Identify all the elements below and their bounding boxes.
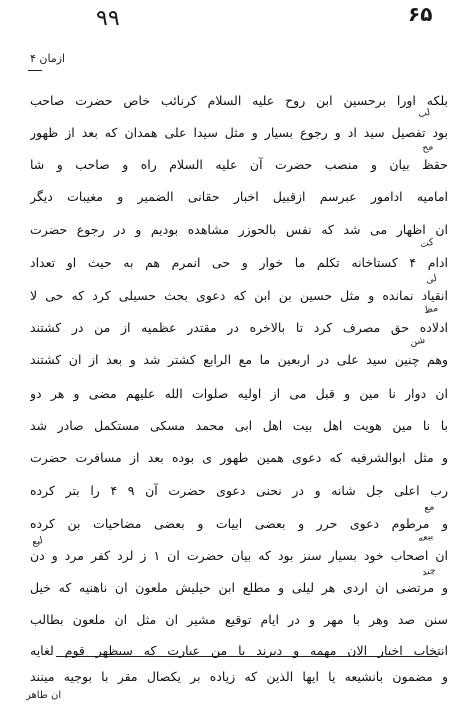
margin-note: شن xyxy=(409,334,427,349)
catchword: ان طاهر xyxy=(26,690,62,701)
text-line-7: انقیاد نمانده و مثل حسین بن ابن که دعوی بحث حسیلی کرد که حی لا xyxy=(30,288,448,303)
text-line-10: ان دوار نا مین و قبل می از اولیه صلوات الله علیهم مضی و هر دو xyxy=(30,386,448,401)
text-line-9: وهم چنین سید علی در اربعین ما مع الرابع کشتر شد و بعد از ان کشتند xyxy=(30,352,448,367)
margin-note: مح xyxy=(420,140,435,155)
page-number-right: ۶۵ xyxy=(408,2,433,26)
margin-note: لب xyxy=(416,106,432,121)
text-line-1: بلکه اورا برحسین ابن روح علیه السلام کرنائب خاص حضرت صاحب xyxy=(30,93,448,108)
corner-annotation: ازمان ۴ xyxy=(30,52,66,65)
text-line-6: ادام ۴ کستاخانه تکلم ما خوار و حی انمرم هم به حیث او تعداد xyxy=(30,255,448,270)
text-line-2: بود تفصیل سید اد و رجوع بسیار و مثل سیدا علی همدان که بعد از ظهور xyxy=(30,125,448,140)
text-line-5: ان اظهار می شد که نفس بالحوزر مشاهده بودیم و در رجوع حضرت xyxy=(30,222,448,237)
page-number-left: ۹۹ xyxy=(96,6,120,31)
text-line-12: و مثل ابوالشرفیه که دعوی همین طهور ی بوده بعد از مسافرت حضرت xyxy=(30,450,448,465)
text-line-19: و مضمون بانشیعه یا ایها الذین که زیاده بر یکصال مقر با بوجیه مینند xyxy=(30,669,448,684)
margin-note: مظ xyxy=(423,302,440,317)
text-line-16: و مرتضی ان اردی هر لیلی و مطلع ابن حیلیش ملعون ان ناهنیه که خیل xyxy=(30,580,448,595)
ink-underline xyxy=(28,70,42,71)
margin-note: لیع xyxy=(30,534,44,549)
text-line-4: امامیه ادامور عبرسم ازقبیل اخبار حقانی الضمیر و مغیبات دیگر xyxy=(30,189,448,204)
margin-note: مع xyxy=(422,501,436,514)
margin-note: کت xyxy=(419,236,435,251)
text-line-3: حقظ بیان و منصب حضرت آن علیه السلام راه و صاحب و شا xyxy=(30,157,448,172)
text-line-8: ادلاده حق مصرف کرد تا بالاخره در مقتدر عظمیه از من در کشتند xyxy=(30,320,448,335)
margin-note: چند xyxy=(421,564,437,579)
text-line-15: ان اصحاب خود بسیار سنز بود که بیان حضرت ان ۱ ز لرد کفر مرد و دن xyxy=(30,548,448,563)
margin-note: لی xyxy=(424,272,438,287)
text-line-14: و مرطوم دعوی حرر و بعضی ابیات و بعضی مضاحیات بن کرده xyxy=(30,516,448,531)
text-line-17: سنن صد وهر با مهر و در ایام توقیع مشیر ان مثل ان ملعون بطالب xyxy=(30,612,448,627)
text-line-11: با نا مین هویت اهل بیت اهل ابی محمد مسکی مستکمل صادر شد xyxy=(30,418,448,433)
text-line-13: رب اعلی جل شانه و در نحنی دعوی حضرت آن ۹ ۴ را بتر کرده xyxy=(30,483,448,498)
ink-underline xyxy=(56,656,438,657)
margin-note: بیعه xyxy=(417,530,435,545)
text-line-18: انتخاب اخبار الان مهمه و دیرند با من عبارت که سیظهر قوم لغایه xyxy=(30,643,448,658)
